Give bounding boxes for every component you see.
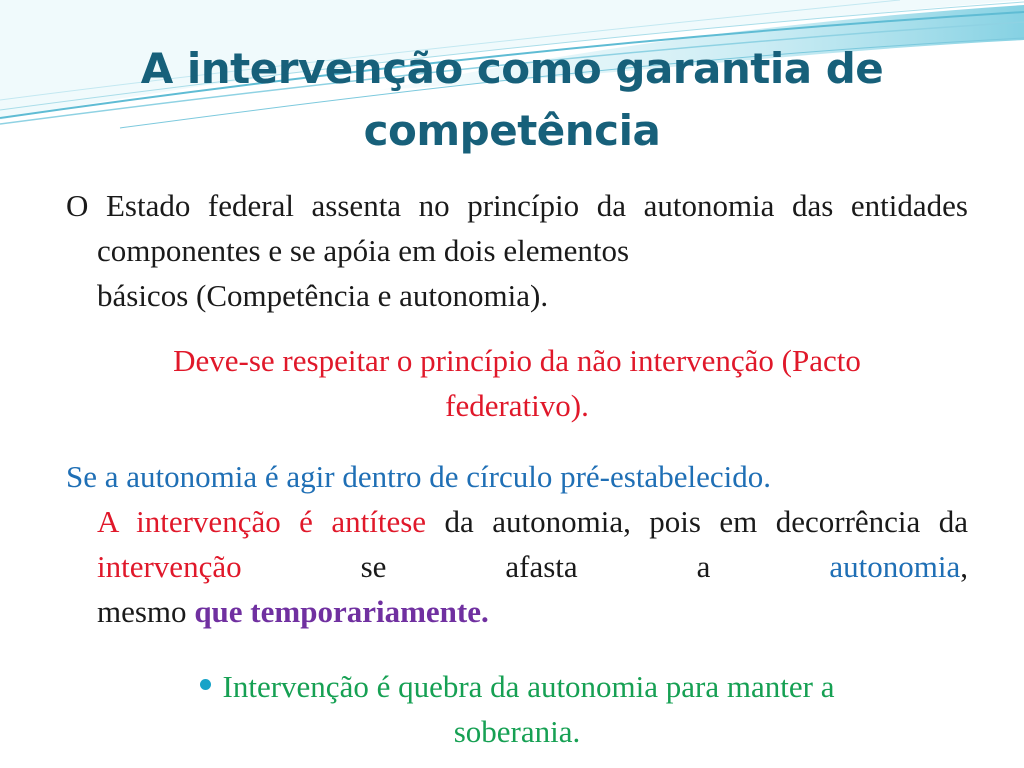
- bullet-line-2: soberania.: [453, 714, 581, 749]
- paragraph3-text-2: se afasta a: [241, 549, 830, 584]
- title-line-1: A intervenção como garantia de: [140, 44, 884, 93]
- antitese-phrase: A intervenção é antítese: [97, 504, 427, 539]
- bullet-soberania: [66, 664, 968, 754]
- intervencao-word: intervenção: [97, 549, 242, 584]
- paragraph1-last-line: básicos (Competência e autonomia).: [97, 278, 549, 313]
- paragraph1-text: O Estado federal assenta no princípio da autonomia das: [66, 188, 834, 223]
- paragraph2-line-1: Deve-se respeitar o princípio da não intervenção (Pacto: [173, 343, 861, 378]
- slide-title: [40, 38, 984, 162]
- paragraph-nao-intervencao: [66, 338, 968, 428]
- paragraph3-text-3: ,: [960, 549, 968, 584]
- autonomia-word: autonomia: [829, 549, 961, 584]
- paragraph3-text-4: mesmo: [97, 594, 195, 629]
- bullet-line-1: Intervenção é quebra da autonomia para manter a: [222, 669, 835, 704]
- paragraph1-text-2: entidades componentes e se apóia em dois elementos: [97, 188, 968, 268]
- paragraph3-lead: Se a autonomia é agir dentro de círculo pré-estabelecido.: [66, 459, 771, 494]
- title-line-2: competência: [363, 106, 661, 155]
- paragraph3-body: [66, 499, 968, 589]
- paragraph-autonomia: [66, 454, 968, 634]
- paragraph-estado-federal: [66, 183, 968, 318]
- paragraph3-last-line: [66, 589, 968, 634]
- temporariamente-phrase: que temporariamente.: [194, 594, 489, 629]
- paragraph3-text-1: da autonomia, pois em decorrência da: [426, 504, 969, 539]
- bullet-dot-icon: [200, 679, 211, 690]
- paragraph2-line-2: federativo).: [445, 388, 589, 423]
